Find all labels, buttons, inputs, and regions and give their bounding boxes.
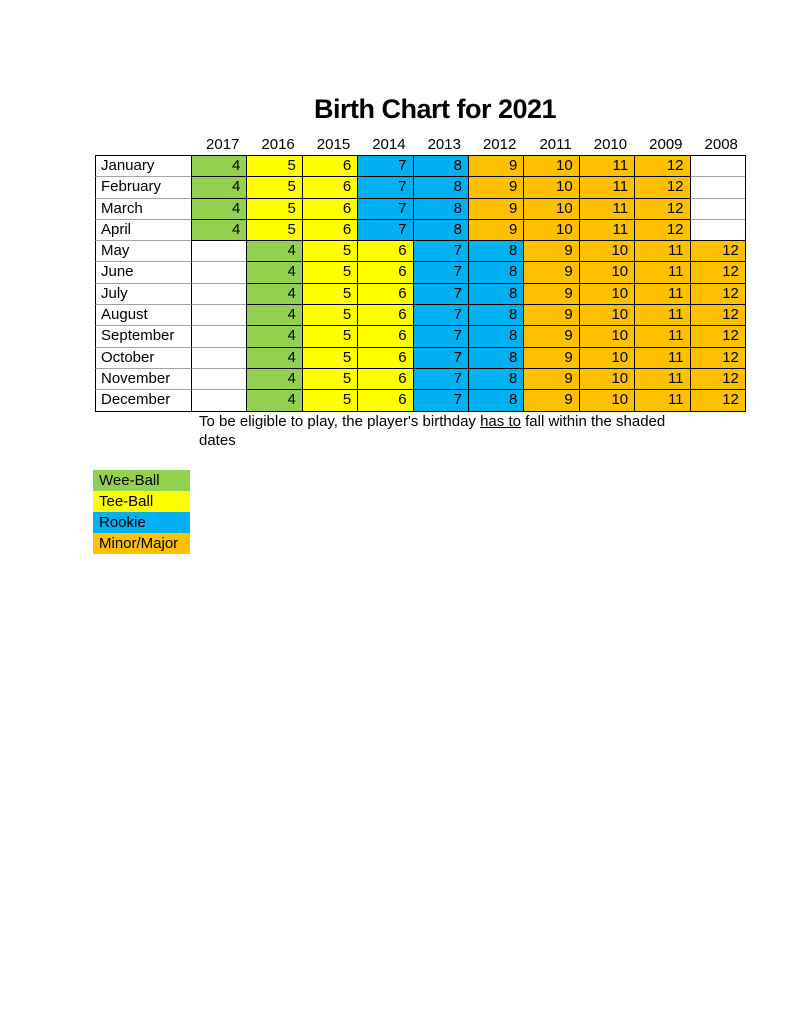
age-cell: 9: [523, 304, 578, 325]
table-row: [95, 368, 745, 389]
year-header-cell: 2009: [649, 136, 683, 153]
age-cell: 6: [357, 240, 412, 261]
age-cell: 10: [579, 283, 634, 304]
age-cell: 4: [246, 347, 301, 368]
age-cell: 7: [357, 219, 412, 240]
age-cell: 9: [468, 198, 523, 219]
age-cell: [191, 261, 246, 282]
age-cell: 5: [246, 198, 301, 219]
age-cell: 8: [413, 176, 468, 197]
age-cell: 9: [468, 219, 523, 240]
month-cell: October: [95, 347, 191, 368]
age-cell: 6: [357, 368, 412, 389]
age-cell: 7: [357, 198, 412, 219]
month-cell: September: [95, 325, 191, 346]
legend-label: Tee-Ball: [99, 493, 154, 510]
note-text-line2: dates: [199, 432, 236, 449]
age-cell: 12: [690, 325, 745, 346]
age-cell: 4: [191, 176, 246, 197]
age-cell: 5: [302, 283, 357, 304]
age-cell: 9: [523, 347, 578, 368]
age-cell: [690, 176, 745, 197]
year-header-cell: 2013: [427, 136, 461, 153]
age-cell: 10: [579, 347, 634, 368]
age-cell: [690, 219, 745, 240]
month-cell: December: [95, 389, 191, 410]
note-text: To be eligible to play, the player's birthday: [199, 413, 481, 430]
age-cell: 6: [302, 155, 357, 176]
age-cell: 4: [191, 198, 246, 219]
age-cell: 4: [191, 155, 246, 176]
age-cell: 6: [357, 347, 412, 368]
age-cell: [191, 389, 246, 410]
table-row: [95, 304, 745, 325]
month-cell: May: [95, 240, 191, 261]
age-cell: 8: [468, 240, 523, 261]
age-cell: 10: [523, 155, 578, 176]
age-cell: 5: [302, 347, 357, 368]
age-cell: 6: [357, 304, 412, 325]
age-cell: 8: [468, 347, 523, 368]
age-cell: 9: [523, 368, 578, 389]
year-header-cell: 2016: [261, 136, 295, 153]
age-cell: [690, 198, 745, 219]
table-row: [95, 176, 745, 197]
age-cell: 11: [634, 240, 689, 261]
age-cell: 6: [302, 198, 357, 219]
age-cell: 9: [523, 325, 578, 346]
age-cell: [191, 325, 246, 346]
age-cell: 4: [246, 261, 301, 282]
year-header-cell: 2012: [482, 136, 517, 153]
age-cell: 12: [690, 347, 745, 368]
age-cell: 12: [634, 198, 689, 219]
month-cell: March: [95, 198, 191, 219]
age-cell: 8: [468, 283, 523, 304]
age-cell: 5: [302, 325, 357, 346]
age-cell: 5: [302, 240, 357, 261]
age-cell: 8: [468, 261, 523, 282]
age-cell: 11: [634, 325, 689, 346]
year-header-cell: 2015: [316, 136, 351, 153]
age-cell: 6: [357, 389, 412, 410]
table-row: [95, 198, 745, 219]
age-cell: 4: [191, 219, 246, 240]
age-cell: 11: [634, 368, 689, 389]
table-row: [95, 261, 745, 282]
legend-label: Rookie: [99, 514, 146, 531]
age-cell: 9: [523, 389, 578, 410]
legend-item: [93, 512, 190, 533]
age-cell: 11: [579, 198, 634, 219]
age-cell: 5: [302, 368, 357, 389]
age-cell: 6: [357, 325, 412, 346]
age-cell: 7: [413, 325, 468, 346]
age-cell: 10: [579, 261, 634, 282]
age-cell: 8: [468, 304, 523, 325]
year-header-spacer: [95, 135, 191, 155]
month-cell: June: [95, 261, 191, 282]
table-row: [95, 283, 745, 304]
age-cell: 12: [690, 283, 745, 304]
age-cell: 12: [690, 304, 745, 325]
age-cell: 6: [357, 283, 412, 304]
birth-table: [95, 155, 746, 412]
year-header-cell: 2008: [704, 136, 738, 153]
legend-item: [93, 533, 190, 554]
age-cell: 10: [579, 240, 634, 261]
age-cell: 12: [690, 389, 745, 410]
age-cell: [191, 368, 246, 389]
age-cell: [690, 155, 745, 176]
age-cell: 7: [357, 155, 412, 176]
age-cell: 4: [246, 304, 301, 325]
age-cell: 11: [634, 347, 689, 368]
table-row: [95, 240, 745, 261]
age-cell: 12: [690, 261, 745, 282]
age-cell: 4: [246, 325, 301, 346]
age-cell: 12: [634, 155, 689, 176]
age-cell: 10: [579, 368, 634, 389]
age-cell: 10: [579, 389, 634, 410]
age-cell: 12: [690, 240, 745, 261]
age-cell: 8: [468, 325, 523, 346]
age-cell: 7: [413, 389, 468, 410]
year-header-cell: 2017: [206, 136, 240, 153]
legend-label: Wee-Ball: [99, 472, 160, 489]
age-cell: 6: [302, 219, 357, 240]
legend: [93, 470, 190, 554]
age-cell: 5: [246, 155, 301, 176]
age-cell: 7: [413, 261, 468, 282]
age-cell: 4: [246, 389, 301, 410]
legend-item: [93, 470, 190, 491]
age-cell: 8: [413, 155, 468, 176]
age-cell: 11: [634, 389, 689, 410]
age-cell: 11: [579, 155, 634, 176]
age-cell: 7: [413, 283, 468, 304]
age-cell: 7: [357, 176, 412, 197]
note-text-cont: fall within the shaded: [520, 413, 666, 430]
age-cell: 5: [302, 304, 357, 325]
age-cell: 4: [246, 240, 301, 261]
age-cell: 9: [468, 176, 523, 197]
legend-label: Minor/Major: [99, 535, 179, 552]
month-cell: April: [95, 219, 191, 240]
age-cell: 7: [413, 304, 468, 325]
table-row: [95, 219, 745, 240]
age-cell: 5: [246, 219, 301, 240]
table-row: [95, 325, 745, 346]
age-cell: 9: [523, 261, 578, 282]
month-cell: July: [95, 283, 191, 304]
age-cell: 9: [523, 283, 578, 304]
age-cell: [191, 240, 246, 261]
age-cell: [191, 283, 246, 304]
age-cell: 12: [690, 368, 745, 389]
age-cell: 11: [634, 304, 689, 325]
age-cell: 11: [634, 283, 689, 304]
age-cell: 7: [413, 347, 468, 368]
age-cell: 9: [468, 155, 523, 176]
month-cell: January: [95, 155, 191, 176]
month-cell: November: [95, 368, 191, 389]
year-header-cell: 2011: [539, 136, 572, 153]
age-cell: 6: [357, 261, 412, 282]
age-cell: 10: [523, 198, 578, 219]
age-cell: 12: [634, 219, 689, 240]
age-cell: 7: [413, 240, 468, 261]
age-cell: 7: [413, 368, 468, 389]
age-cell: 8: [468, 389, 523, 410]
page-title: Birth Chart for 2021: [313, 94, 557, 124]
age-cell: 12: [634, 176, 689, 197]
age-cell: 9: [523, 240, 578, 261]
age-cell: 10: [579, 325, 634, 346]
year-header-row: [95, 135, 745, 155]
age-cell: 8: [413, 198, 468, 219]
age-cell: 5: [302, 261, 357, 282]
age-cell: 10: [523, 176, 578, 197]
age-cell: 11: [579, 219, 634, 240]
age-cell: 10: [579, 304, 634, 325]
table-row: [95, 389, 745, 410]
age-cell: [191, 347, 246, 368]
table-row: [95, 347, 745, 368]
age-cell: 11: [634, 261, 689, 282]
age-cell: 5: [302, 389, 357, 410]
age-cell: 8: [413, 219, 468, 240]
age-cell: 6: [302, 176, 357, 197]
month-cell: August: [95, 304, 191, 325]
age-cell: 4: [246, 368, 301, 389]
month-cell: February: [95, 176, 191, 197]
legend-item: [93, 491, 190, 512]
age-cell: 4: [246, 283, 301, 304]
age-cell: 5: [246, 176, 301, 197]
table-row: [95, 155, 745, 176]
age-cell: 11: [579, 176, 634, 197]
age-cell: 8: [468, 368, 523, 389]
note-emphasis: has to: [480, 413, 521, 430]
age-cell: [191, 304, 246, 325]
eligibility-note: [199, 412, 699, 450]
age-cell: 10: [523, 219, 578, 240]
year-header-cell: 2010: [593, 136, 628, 153]
year-header-cell: 2014: [372, 136, 406, 153]
